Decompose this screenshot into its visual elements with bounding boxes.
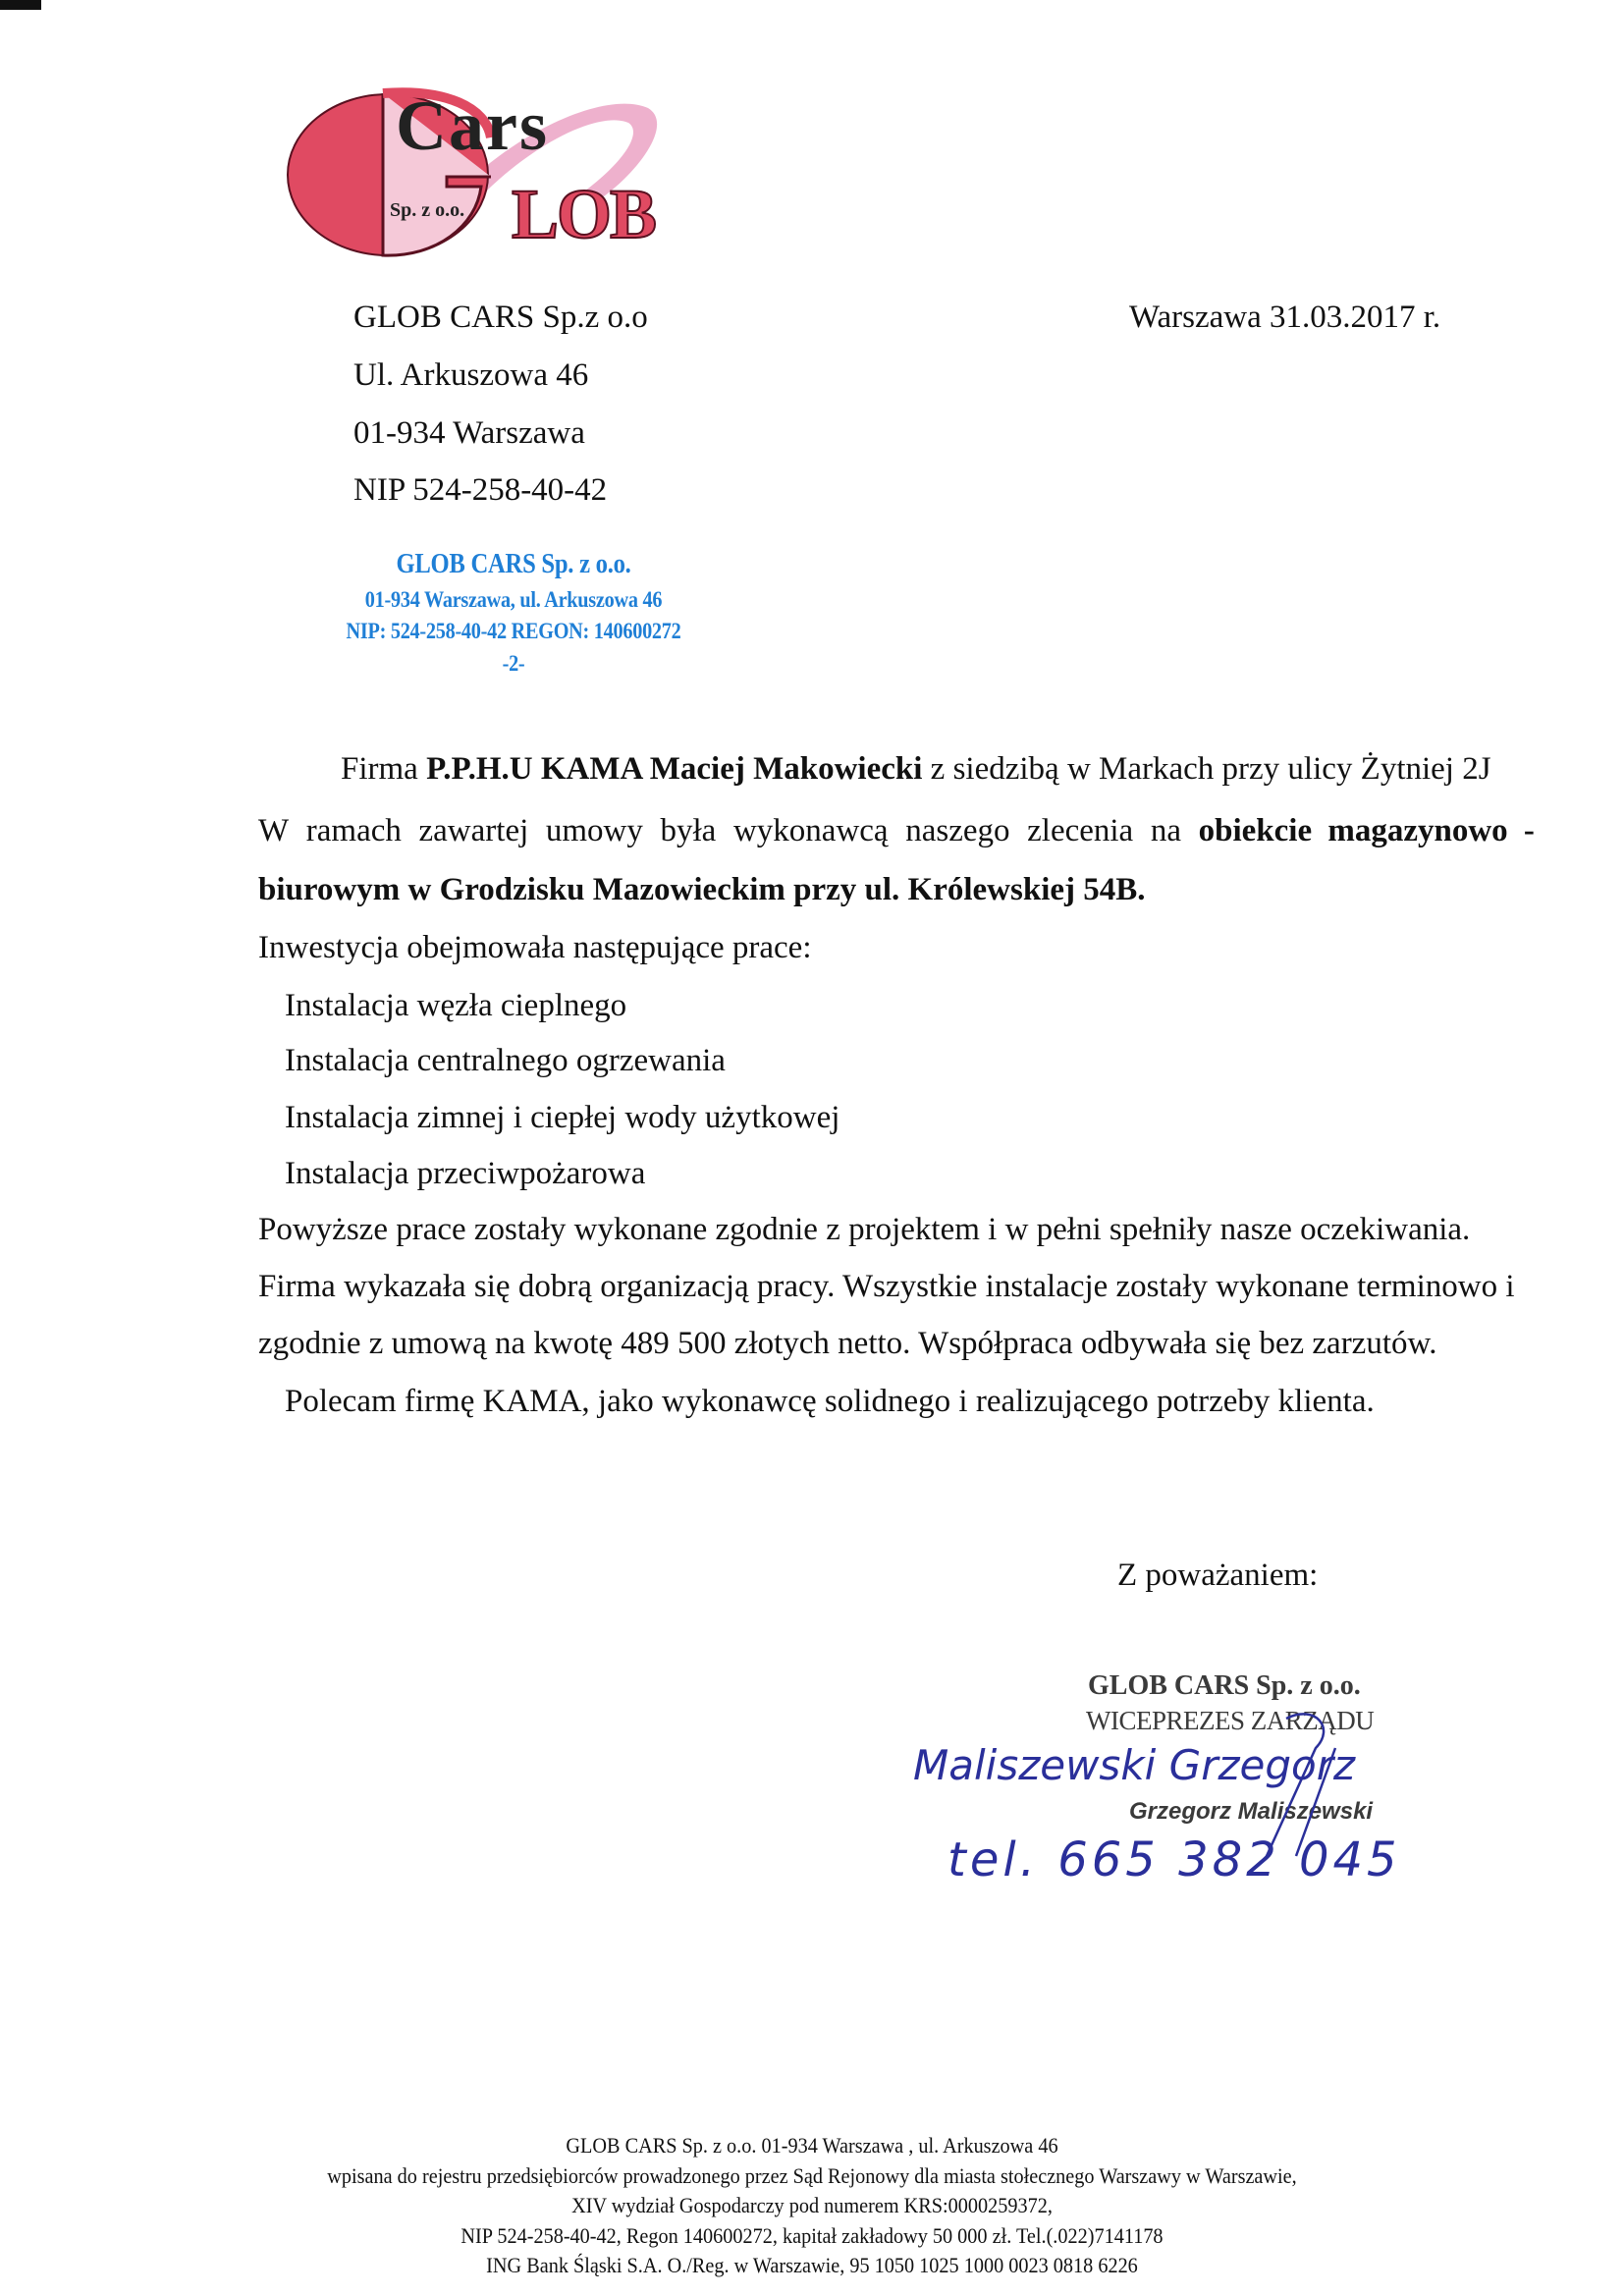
sender-nip: NIP 524-258-40-42 bbox=[353, 472, 608, 508]
sig-title: WICEPREZES ZARZĄDU bbox=[1086, 1706, 1375, 1735]
word: naszego bbox=[905, 813, 1010, 848]
project-site-part2: biurowym w Grodzisku Mazowieckim przy ul. Królewskiej 54B. bbox=[258, 872, 1146, 907]
handwritten-signature: Maliszewski Grzegorz bbox=[913, 1741, 1356, 1789]
word: wykonawcą bbox=[732, 813, 889, 848]
scan-corner-mark bbox=[0, 0, 41, 10]
works-intro: Inwestycja obejmowała następujące prace: bbox=[258, 930, 812, 965]
handwritten-phone: tel. 665 382 045 bbox=[947, 1832, 1401, 1887]
closing: Z poważaniem: bbox=[1117, 1558, 1319, 1593]
footer bbox=[65, 2131, 1559, 2281]
word: W bbox=[258, 813, 290, 848]
word: zawartej bbox=[418, 813, 529, 848]
sig-company: GLOB CARS Sp. z o.o. bbox=[1088, 1670, 1361, 1701]
word: była bbox=[660, 813, 717, 848]
stamp-number: -2- bbox=[502, 651, 525, 677]
contractor-name: P.P.H.U KAMA Maciej Makowiecki bbox=[426, 751, 923, 787]
company-logo bbox=[280, 79, 663, 260]
sender-city: 01-934 Warszawa bbox=[353, 415, 585, 451]
works-item: Instalacja centralnego ogrzewania bbox=[285, 1043, 726, 1078]
footer-line: GLOB CARS Sp. z o.o. 01-934 Warszawa , ul. Arkuszowa 46 bbox=[566, 2133, 1058, 2158]
stamp-address: 01-934 Warszawa, ul. Arkuszowa 46 bbox=[364, 586, 663, 612]
word: umowy bbox=[545, 813, 643, 848]
paragraph-contractor bbox=[341, 751, 1491, 787]
footer-line: ING Bank Śląski S.A. O./Reg. w Warszawie, 95 1050 1025 1000 0023 0818 6226 bbox=[486, 2253, 1138, 2277]
stamp-company-name: GLOB CARS Sp. z o.o. bbox=[396, 549, 631, 579]
p1-pre: Firma bbox=[341, 751, 427, 787]
logo-legal-form: Sp. z o.o. bbox=[390, 199, 465, 221]
sender-street: Ul. Arkuszowa 46 bbox=[353, 357, 589, 393]
word: na bbox=[1150, 813, 1181, 848]
sender-name: GLOB CARS Sp.z o.o bbox=[353, 300, 648, 335]
assessment-line: Powyższe prace zostały wykonane zgodnie z projektem i w pełni spełniły nasze oczekiwania. bbox=[258, 1212, 1471, 1247]
works-item: Instalacja zimnej i ciepłej wody użytkowej bbox=[285, 1100, 840, 1135]
assessment-line: zgodnie z umową na kwotę 489 500 złotych netto. Współpraca odbywała się bez zarzutów. bbox=[258, 1326, 1437, 1361]
logo-word-lob: LOB bbox=[512, 175, 656, 253]
project-site-part1: obiekcie magazynowo - bbox=[1198, 813, 1535, 848]
sig-person: Grzegorz Maliszewski bbox=[1129, 1798, 1374, 1825]
paragraph-scope-line1 bbox=[258, 813, 1535, 848]
logo-word-cars: Cars bbox=[396, 86, 549, 165]
word: zlecenia bbox=[1027, 813, 1134, 848]
place-date: Warszawa 31.03.2017 r. bbox=[1129, 300, 1441, 335]
recommendation: Polecam firmę KAMA, jako wykonawcę solidnego i realizującego potrzeby klienta. bbox=[285, 1384, 1375, 1419]
stamp-ids: NIP: 524-258-40-42 REGON: 140600272 bbox=[346, 619, 681, 644]
works-item: Instalacja węzła cieplnego bbox=[285, 988, 627, 1023]
footer-line: wpisana do rejestru przedsiębiorców prowadzonego przez Sąd Rejonowy dla miasta stołecznego Warszawy w Warszawie, bbox=[327, 2162, 1297, 2188]
footer-line: XIV wydział Gospodarczy pod numerem KRS:0000259372, bbox=[571, 2193, 1053, 2217]
works-item: Instalacja przeciwpożarowa bbox=[285, 1156, 646, 1191]
company-stamp bbox=[319, 545, 708, 681]
word: ramach bbox=[305, 813, 402, 848]
assessment-line: Firma wykazała się dobrą organizacją pracy. Wszystkie instalacje zostały wykonane terminowo i bbox=[258, 1269, 1515, 1304]
p1-post: z siedzibą w Markach przy ulicy Żytniej 2J bbox=[922, 751, 1491, 787]
footer-line: NIP 524-258-40-42, Regon 140600272, kapitał zakładowy 50 000 zł. Tel.(.022)7141178 bbox=[460, 2222, 1164, 2248]
